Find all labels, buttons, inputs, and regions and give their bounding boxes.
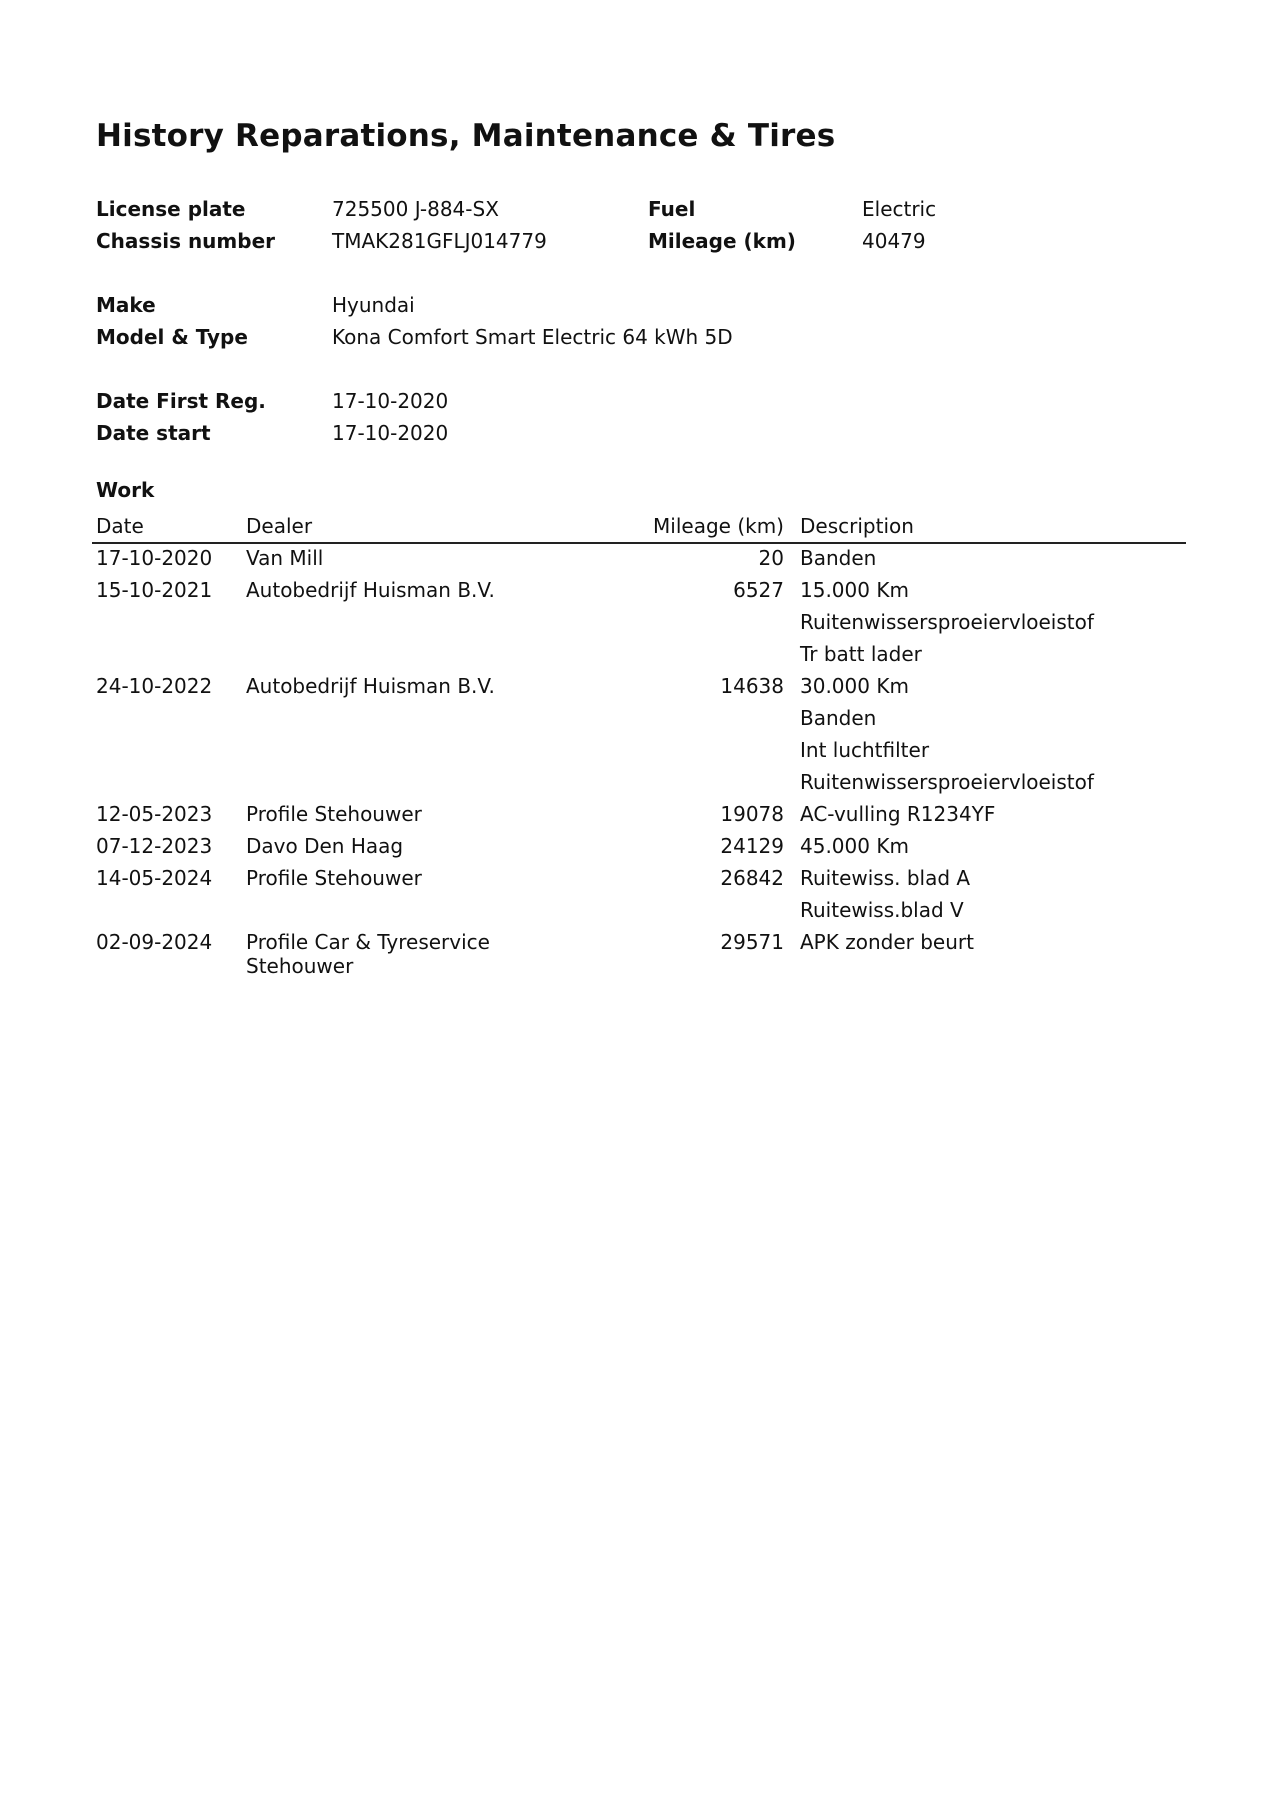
header-date: Date <box>96 514 144 538</box>
fuel-field <box>648 197 1048 221</box>
row-dealer: Profile Stehouwer <box>246 866 422 890</box>
row-description: APK zonder beurt <box>800 930 974 954</box>
row-mileage: 14638 <box>720 674 784 698</box>
mileage-value: 40479 <box>862 229 926 253</box>
header-dealer: Dealer <box>246 514 313 538</box>
header-description: Description <box>800 514 914 538</box>
date-start-label: Date start <box>96 421 211 445</box>
make-field <box>96 293 996 317</box>
row-description: Ruitewiss. blad A <box>800 866 971 890</box>
row-dealer: Van Mill <box>246 546 324 570</box>
table-row <box>92 832 1186 864</box>
row-description: Ruitenwissersproeiervloeistof <box>800 770 1094 794</box>
row-mileage: 26842 <box>720 866 784 890</box>
table-row <box>92 640 1186 672</box>
table-row <box>92 576 1186 608</box>
row-description: Ruitenwissersproeiervloeistof <box>800 610 1094 634</box>
row-dealer: Profile Stehouwer <box>246 802 422 826</box>
date-start-value: 17-10-2020 <box>332 421 449 445</box>
license-plate-field <box>96 197 656 221</box>
work-section-label: Work <box>96 478 155 502</box>
work-table <box>92 512 1186 980</box>
make-value: Hyundai <box>332 293 415 317</box>
row-mileage: 6527 <box>733 578 784 602</box>
table-row <box>92 672 1186 704</box>
row-date: 24-10-2022 <box>96 674 213 698</box>
license-plate-value: 725500 J-884-SX <box>332 197 499 221</box>
row-date: 17-10-2020 <box>96 546 213 570</box>
table-row <box>92 736 1186 768</box>
date-start-field <box>96 421 996 445</box>
row-date: 12-05-2023 <box>96 802 213 826</box>
table-row <box>92 544 1186 576</box>
row-mileage: 19078 <box>720 802 784 826</box>
row-description: AC-vulling R1234YF <box>800 802 996 826</box>
row-date: 15-10-2021 <box>96 578 213 602</box>
row-description: Ruitewiss.blad V <box>800 898 964 922</box>
row-description: Banden <box>800 546 877 570</box>
table-row <box>92 704 1186 736</box>
table-row <box>92 608 1186 640</box>
document-title: History Reparations, Maintenance & Tires <box>96 118 836 154</box>
row-description: Int luchtfilter <box>800 738 930 762</box>
work-table-header <box>92 512 1186 544</box>
table-row <box>92 800 1186 832</box>
row-date: 07-12-2023 <box>96 834 213 858</box>
table-row <box>92 864 1186 896</box>
row-description: 30.000 Km <box>800 674 909 698</box>
row-date: 02-09-2024 <box>96 930 213 954</box>
fuel-label: Fuel <box>648 197 696 221</box>
table-row <box>92 896 1186 928</box>
row-date: 14-05-2024 <box>96 866 213 890</box>
date-first-reg-field <box>96 389 996 413</box>
row-mileage: 29571 <box>720 930 784 954</box>
make-label: Make <box>96 293 156 317</box>
model-type-value: Kona Comfort Smart Electric 64 kWh 5D <box>332 325 733 349</box>
chassis-number-field <box>96 229 656 253</box>
row-dealer: Profile Car & Tyreservice Stehouwer <box>246 930 490 978</box>
model-type-label: Model & Type <box>96 325 248 349</box>
date-first-reg-value: 17-10-2020 <box>332 389 449 413</box>
chassis-number-value: TMAK281GFLJ014779 <box>332 229 547 253</box>
mileage-label: Mileage (km) <box>648 229 796 253</box>
header-mileage: Mileage (km) <box>653 514 784 538</box>
fuel-value: Electric <box>862 197 937 221</box>
row-dealer: Davo Den Haag <box>246 834 404 858</box>
row-description: 15.000 Km <box>800 578 909 602</box>
row-description: Tr batt lader <box>800 642 922 666</box>
row-description: Banden <box>800 706 877 730</box>
license-plate-label: License plate <box>96 197 246 221</box>
chassis-number-label: Chassis number <box>96 229 276 253</box>
model-type-field <box>96 325 996 349</box>
date-first-reg-label: Date First Reg. <box>96 389 266 413</box>
mileage-field <box>648 229 1048 253</box>
row-mileage: 24129 <box>720 834 784 858</box>
table-row <box>92 768 1186 800</box>
row-dealer: Autobedrijf Huisman B.V. <box>246 674 495 698</box>
row-description: 45.000 Km <box>800 834 909 858</box>
row-mileage: 20 <box>758 546 784 570</box>
table-row <box>92 928 1186 980</box>
work-table-body <box>92 544 1186 980</box>
row-dealer: Autobedrijf Huisman B.V. <box>246 578 495 602</box>
